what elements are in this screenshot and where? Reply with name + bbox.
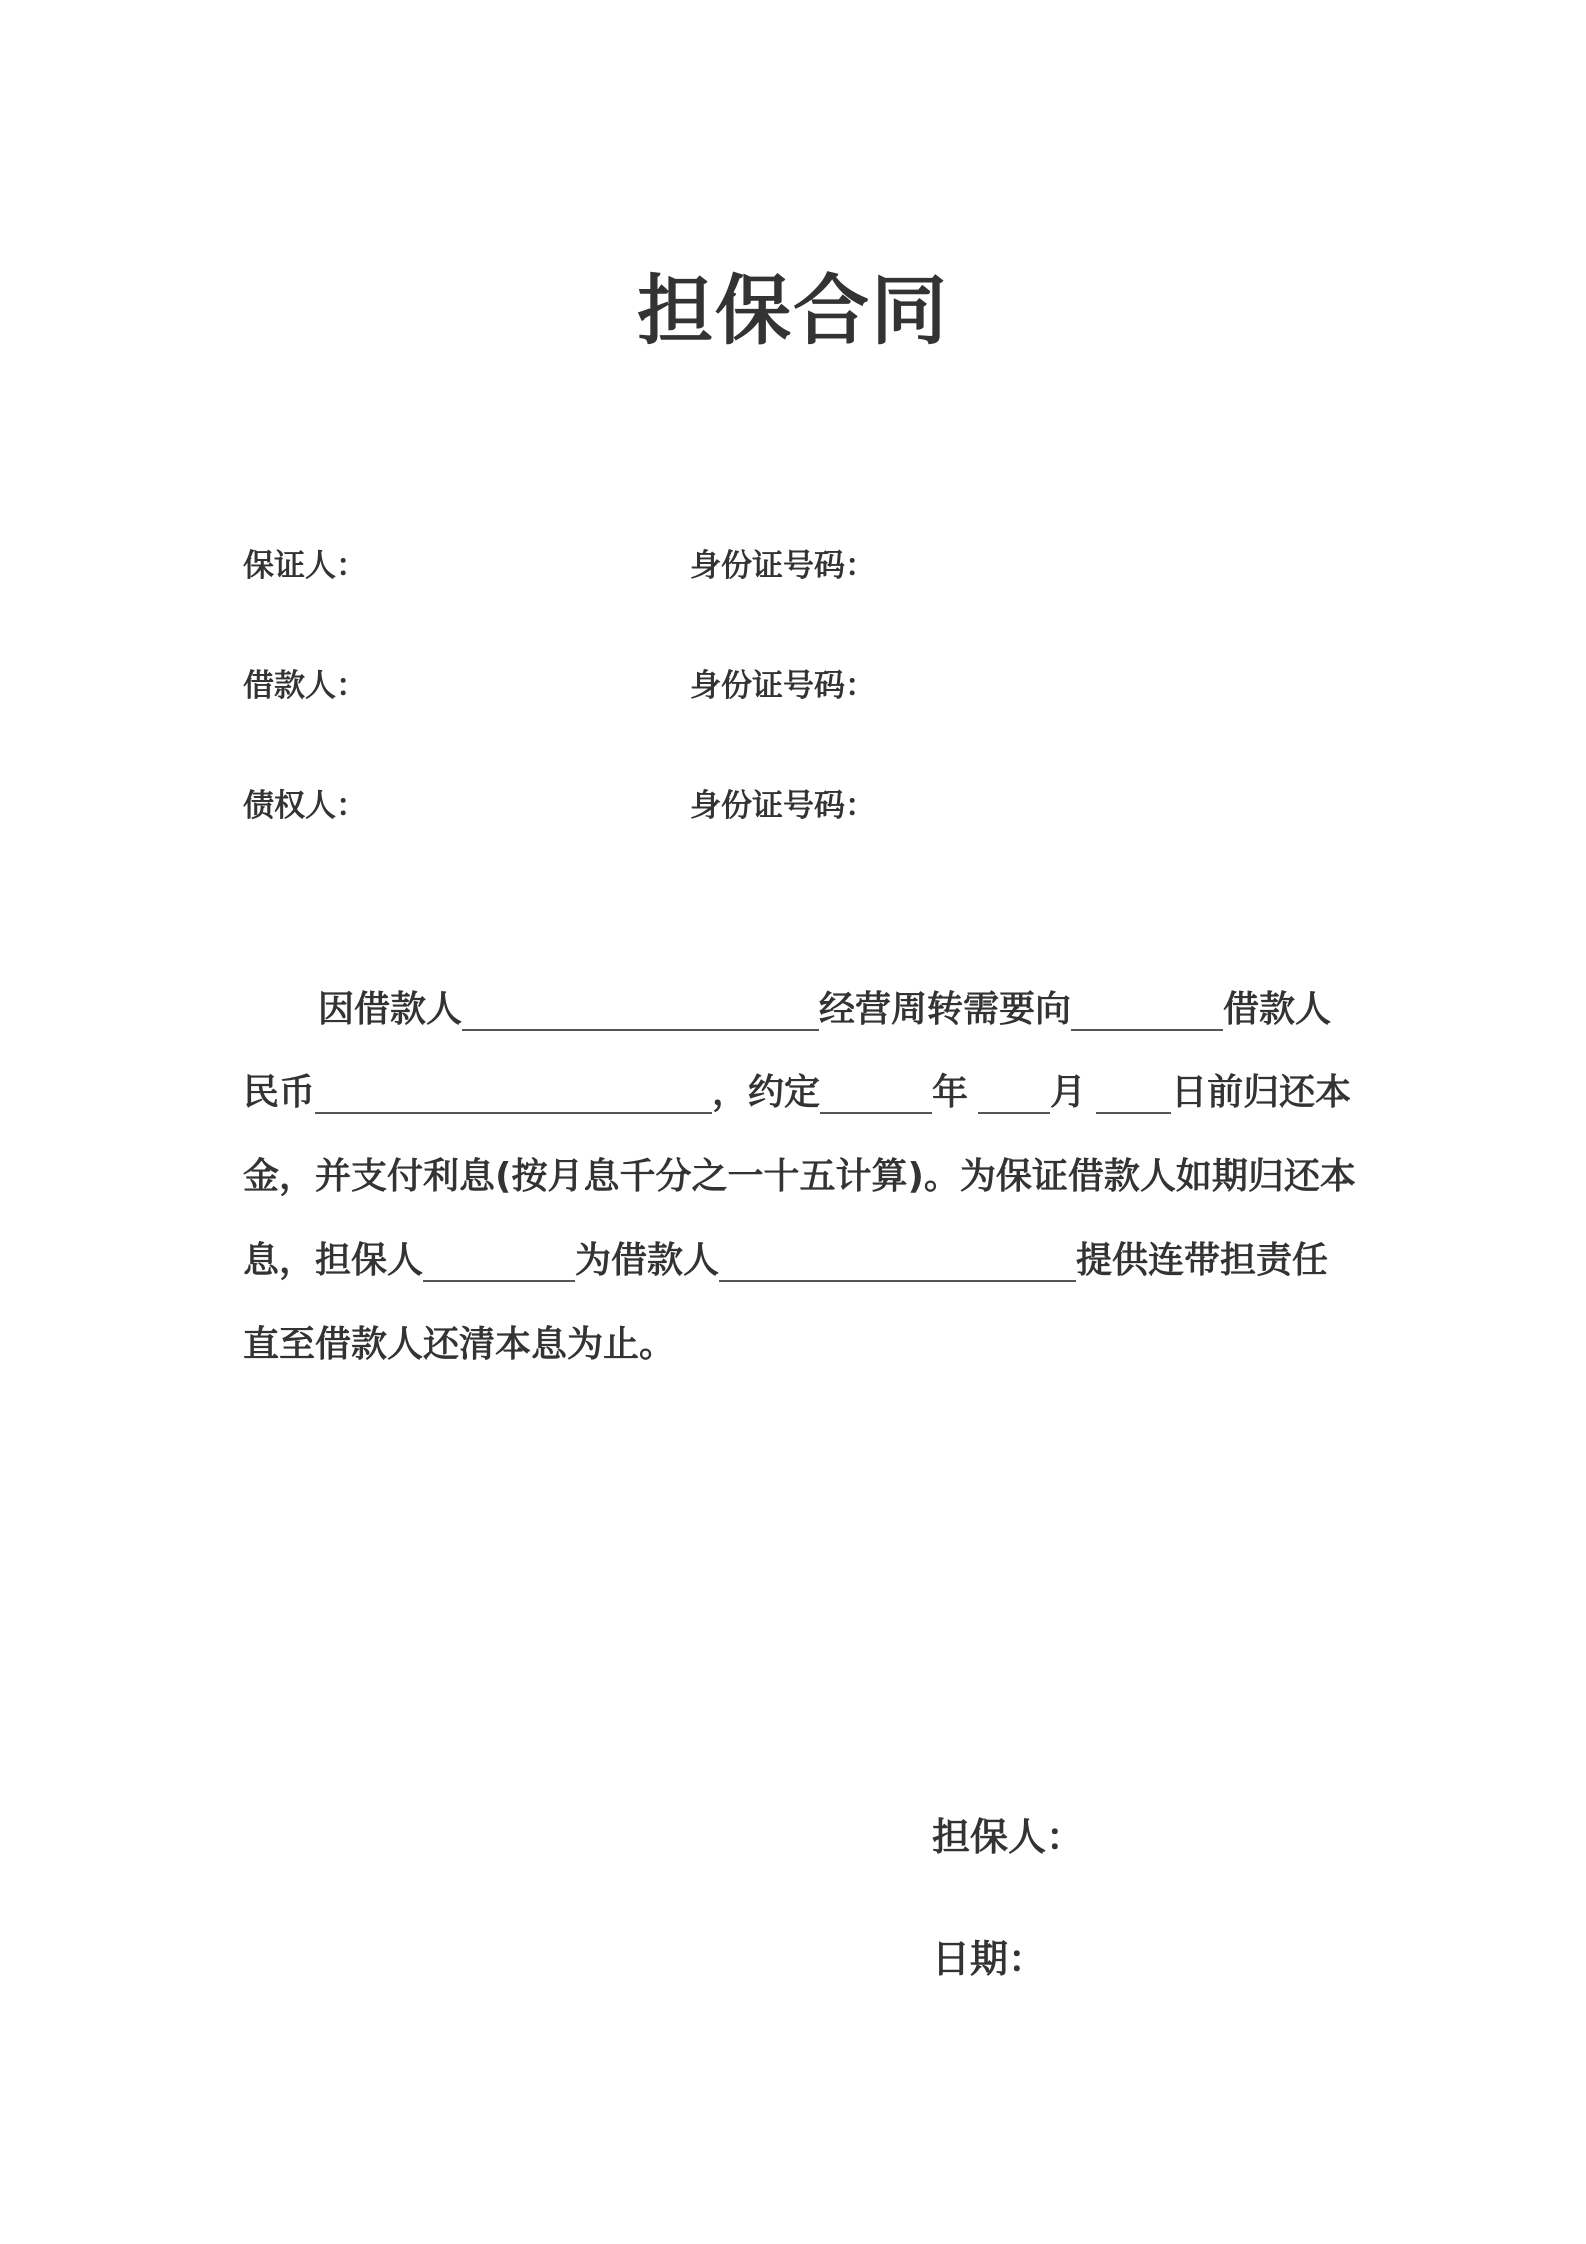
body-line-5: 直至借款人还清本息为止。	[243, 1324, 676, 1365]
text-segment: 为借款人	[575, 1240, 720, 1281]
lender-name-blank[interactable]	[1071, 989, 1223, 1031]
text-segment: 经营周转需要向	[819, 989, 1072, 1030]
text-segment: 息，担保人	[243, 1240, 424, 1281]
text-segment: 因借款人	[318, 989, 463, 1030]
guarantor-label: 保证人：	[243, 548, 367, 584]
year-blank[interactable]	[820, 1072, 932, 1114]
text-segment: 提供连带担责任	[1076, 1240, 1329, 1281]
party-row-guarantor	[243, 540, 876, 585]
borrower-name-blank-2[interactable]	[719, 1240, 1076, 1282]
date-label: 日期：	[932, 1937, 1047, 1981]
body-line-3: 金，并支付利息(按月息千分之一十五计算)。为保证借款人如期归还本	[243, 1156, 1356, 1197]
text-segment: 借款人	[1223, 989, 1332, 1030]
body-line-1	[243, 985, 1331, 1035]
guarantor-signature-label: 担保人：	[932, 1815, 1085, 1859]
text-segment: 年	[932, 1072, 969, 1113]
borrower-label: 借款人：	[243, 668, 367, 704]
party-row-borrower	[243, 660, 876, 705]
party-row-creditor	[243, 780, 876, 825]
amount-blank[interactable]	[315, 1072, 712, 1114]
day-blank[interactable]	[1096, 1072, 1171, 1114]
creditor-label: 债权人：	[243, 788, 367, 824]
month-blank[interactable]	[978, 1072, 1050, 1114]
text-segment: 月	[1050, 1072, 1087, 1113]
guarantor-name-blank[interactable]	[423, 1240, 575, 1282]
text-segment: 民币	[243, 1072, 316, 1113]
borrower-name-blank[interactable]	[462, 989, 819, 1031]
text-segment: 日前归还本	[1171, 1072, 1352, 1113]
body-line-4	[243, 1236, 1328, 1286]
body-line-2	[243, 1068, 1351, 1118]
document-title: 担保合同	[637, 266, 949, 355]
guarantor-id-label: 身份证号码：	[690, 548, 876, 584]
text-segment: ，约定	[712, 1072, 821, 1113]
creditor-id-label: 身份证号码：	[690, 788, 876, 824]
borrower-id-label: 身份证号码：	[690, 668, 876, 704]
